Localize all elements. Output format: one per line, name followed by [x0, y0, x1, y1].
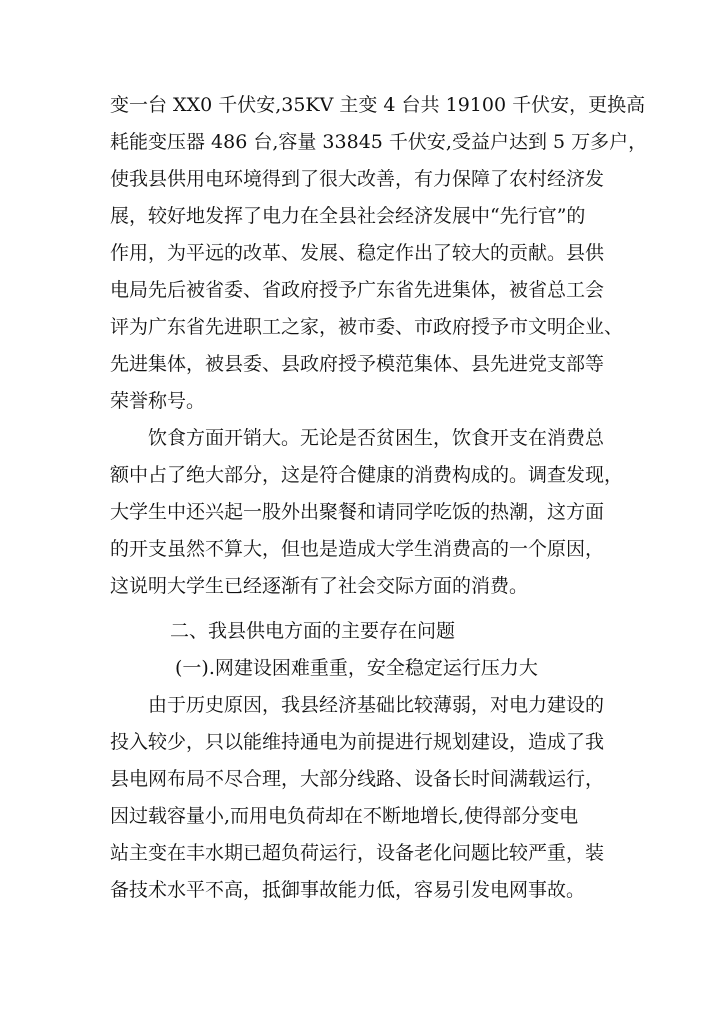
- paragraph-1-line-3: 使我县供用电环境得到了很大改善，有力保障了农村经济发: [110, 168, 605, 190]
- paragraph-1-line-8: 先进集体，被县委、县政府授予模范集体、县先进党支部等: [110, 353, 605, 375]
- paragraph-1-line-4: 展，较好地发挥了电力在全县社会经济发展中“先行官”的: [110, 205, 586, 227]
- section-heading: 二、我县供电方面的主要存在问题: [170, 620, 456, 642]
- paragraph-3-line-1: 由于历史原因，我县经济基础比较薄弱，对电力建设的: [148, 694, 605, 716]
- paragraph-3-line-3: 县电网布局不尽合理，大部分线路、设备长时间满载运行，: [110, 768, 605, 790]
- paragraph-3-line-2: 投入较少，只以能维持通电为前提进行规划建设，造成了我: [110, 731, 605, 753]
- paragraph-1-line-6: 电局先后被省委、省政府授予广东省先进集体，被省总工会: [110, 279, 605, 301]
- subsection-heading: (一).网建设困难重重，安全稳定运行压力大: [175, 657, 538, 679]
- paragraph-3-line-6: 备技术水平不高，抵御事故能力低，容易引发电网事故。: [110, 879, 586, 901]
- paragraph-1-line-7: 评为广东省先进职工之家，被市委、市政府授予市文明企业、: [110, 316, 624, 338]
- paragraph-2-line-3: 大学生中还兴起一股外出聚餐和请同学吃饭的热潮，这方面: [110, 501, 605, 523]
- paragraph-1-line-2: 耗能变压器 486 台,容量 33845 千伏安,受益户达到 5 万多户，: [110, 131, 648, 153]
- paragraph-3-line-5: 站主变在丰水期已超负荷运行，设备老化问题比较严重，装: [110, 842, 605, 864]
- paragraph-1-line-5: 作用，为平远的改革、发展、稳定作出了较大的贡献。县供: [110, 242, 605, 264]
- paragraph-2-line-1: 饮食方面开销大。无论是否贫困生，饮食开支在消费总: [148, 427, 605, 449]
- paragraph-2-line-2: 额中占了绝大部分，这是符合健康的消费构成的。调查发现，: [110, 464, 624, 486]
- paragraph-2-line-5: 这说明大学生已经逐渐有了社会交际方面的消费。: [110, 575, 529, 597]
- paragraph-1-line-1: 变一台 XX0 千伏安,35KV 主变 4 台共 19100 千伏安，更换高: [110, 94, 646, 116]
- paragraph-1-line-9: 荣誉称号。: [110, 390, 206, 412]
- paragraph-3-line-4: 因过载容量小,而用电负荷却在不断地增长,使得部分变电: [110, 805, 579, 827]
- paragraph-2-line-4: 的开支虽然不算大，但也是造成大学生消费高的一个原因，: [110, 538, 605, 560]
